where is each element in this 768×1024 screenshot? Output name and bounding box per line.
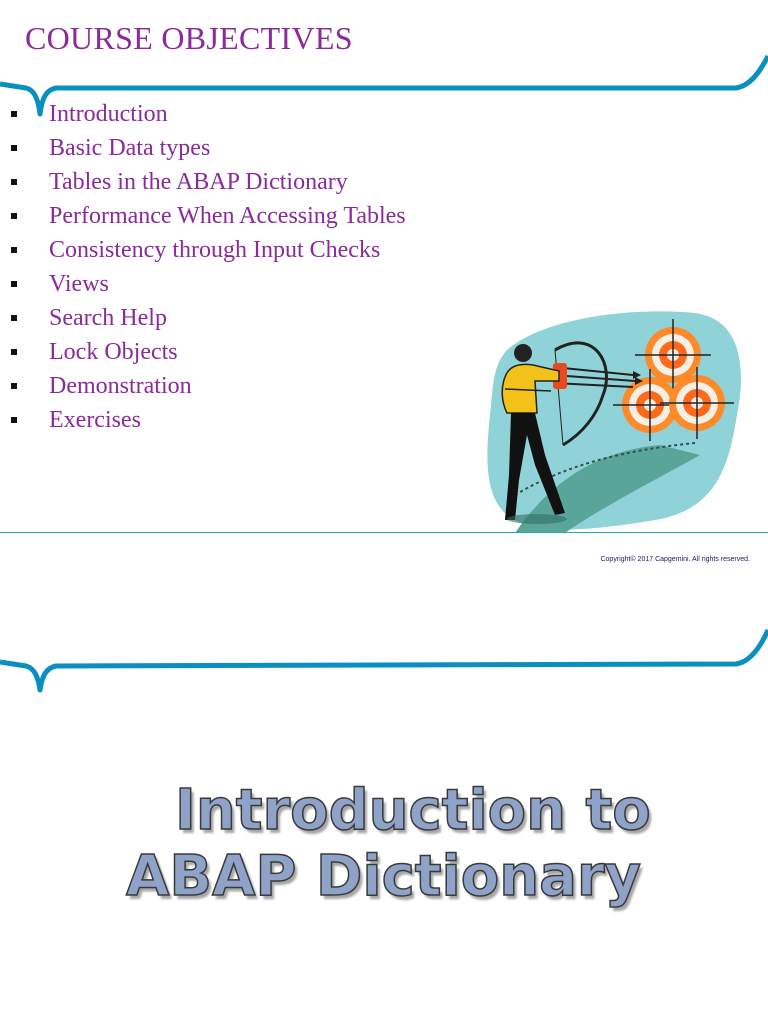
objective-label: Basic Data types: [49, 134, 211, 161]
list-item: [10, 165, 406, 199]
section-title-line-2: ABAP Dictionary: [126, 844, 641, 909]
objective-label: Tables in the ABAP Dictionary: [49, 168, 348, 195]
objective-label: Introduction: [49, 100, 168, 127]
list-item: [10, 301, 406, 335]
bullet-icon: [11, 179, 17, 185]
bullet-icon: [11, 111, 17, 117]
header-swoosh: [0, 580, 768, 700]
footer-divider: [0, 532, 768, 533]
list-item: [10, 335, 406, 369]
bullet-icon: [11, 383, 17, 389]
section-title: [0, 778, 768, 910]
list-item: [10, 97, 406, 131]
list-item: [10, 369, 406, 403]
bullet-icon: [11, 281, 17, 287]
list-item: [10, 233, 406, 267]
objective-label: Exercises: [49, 406, 141, 433]
list-item: [10, 403, 406, 437]
list-item: [10, 199, 406, 233]
bullet-icon: [11, 349, 17, 355]
bullet-icon: [11, 417, 17, 423]
objective-label: Consistency through Input Checks: [49, 236, 381, 263]
objective-label: Lock Objects: [49, 338, 178, 365]
objectives-list: [10, 97, 406, 437]
bullet-icon: [11, 247, 17, 253]
slide-title: COURSE OBJECTIVES: [25, 20, 353, 56]
objective-label: Views: [49, 270, 109, 297]
list-item: [10, 131, 406, 165]
copyright-notice: Copyright© 2017 Capgemini. All rights reserved.: [600, 556, 750, 563]
bullet-icon: [11, 145, 17, 151]
section-title-line-1: Introduction to: [175, 778, 651, 843]
bullet-icon: [11, 315, 17, 321]
objective-label: Demonstration: [49, 372, 192, 399]
archer-target-clipart: [485, 305, 745, 533]
slide-section-title: [0, 580, 768, 1024]
list-item: [10, 267, 406, 301]
objective-label: Search Help: [49, 304, 167, 331]
objective-label: Performance When Accessing Tables: [49, 202, 406, 229]
bullet-icon: [11, 213, 17, 219]
